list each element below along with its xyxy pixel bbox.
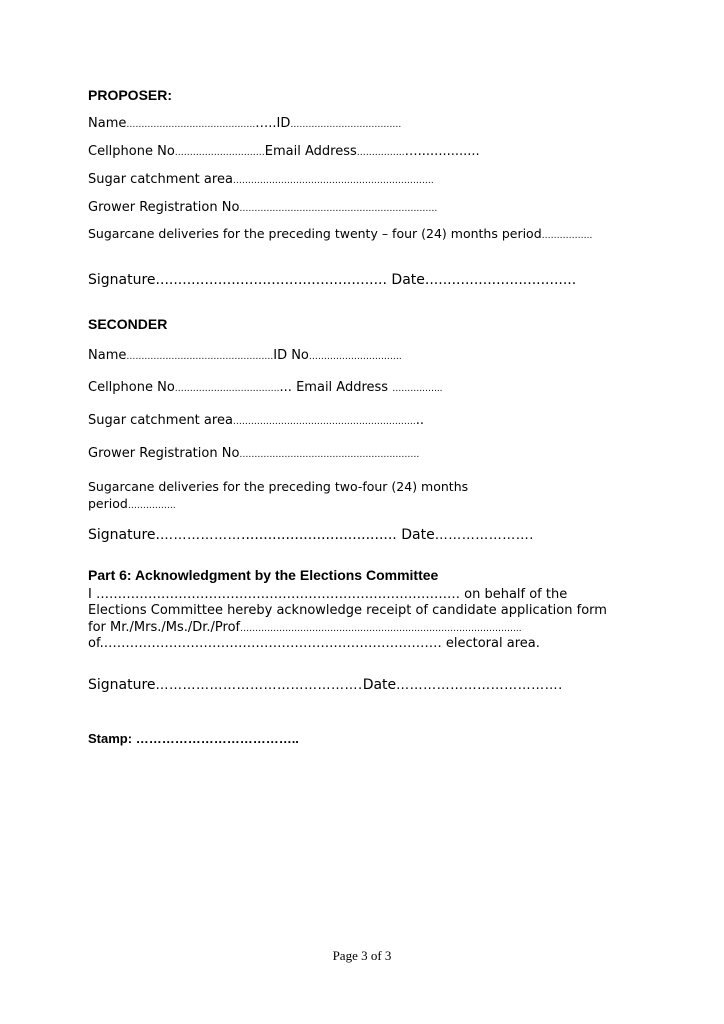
email-label: Email Address: [264, 144, 357, 159]
signature-dots-2: ...................................: [241, 527, 397, 543]
seconder-grower-line: [88, 446, 419, 461]
id-dots: ……………………………….: [290, 120, 402, 130]
email-label: Email Address: [296, 380, 389, 395]
part6-signature-line: [88, 677, 563, 693]
date-dots: ..................................: [424, 272, 577, 288]
signature-label: Signature: [88, 677, 156, 693]
email-dots: …………….: [356, 148, 405, 158]
date-label: Date: [401, 527, 435, 543]
line1-dots: …………………………………………………………………………: [95, 587, 460, 602]
date-dots: ………………….: [434, 528, 534, 543]
id-label: ID No: [273, 348, 309, 363]
grower-dots: …………………………………………………………: [239, 204, 438, 214]
name-dots: ………………………………………….: [126, 352, 274, 362]
signature-dots: ……………………………………….: [155, 678, 363, 693]
name-dots-extra: …..: [255, 116, 277, 131]
seconder-heading: SECONDER: [88, 316, 168, 332]
deliveries-label: Sugarcane deliveries for the preceding twenty – four (24) months period: [88, 226, 542, 241]
proposer-deliveries-line: [88, 226, 592, 241]
proposer-name-line: [88, 116, 401, 131]
date-label: Date: [362, 677, 397, 693]
part6-line3: [88, 620, 522, 635]
seconder-deliveries-line2: [88, 496, 176, 511]
id-label: ID: [276, 116, 291, 131]
seconder-name-line: [88, 348, 402, 363]
page-number: Page 3 of 3: [332, 948, 392, 963]
electoral-area-text: electoral area.: [445, 636, 540, 651]
cellphone-label: Cellphone No: [88, 144, 175, 159]
name-label: Name: [88, 116, 127, 131]
catchment-dots: …………………………………………………….: [232, 417, 416, 427]
proposer-cell-line: [88, 144, 480, 159]
grower-label: Grower Registration No: [88, 446, 240, 461]
proposer-heading: PROPOSER:: [88, 87, 173, 103]
name-label: Name: [88, 348, 127, 363]
signature-dots: ...................................................: [160, 272, 387, 288]
cellphone-dots: …………………………: [174, 148, 265, 158]
date-dots: ……………………………….: [396, 678, 563, 693]
grower-dots: ……………………………………………………: [239, 450, 420, 460]
cellphone-dots: ……………….: [174, 384, 232, 394]
line4-dots: .……………………………………………………………………: [99, 636, 442, 651]
period-dots: …………….: [127, 501, 176, 511]
email-dots-2: …...: [424, 384, 443, 394]
part6-heading: Part 6: Acknowledgment by the Elections Committee: [88, 567, 439, 583]
deliveries-dots: ……………..: [541, 231, 593, 241]
of-label: of: [88, 636, 100, 651]
date-label: Date: [391, 272, 425, 288]
catchment-label: Sugar catchment area: [88, 413, 233, 428]
line3-dots-2: ……………...: [467, 624, 522, 634]
cellphone-label: Cellphone No: [88, 380, 175, 395]
cellphone-dots-2: …………….: [231, 384, 280, 394]
email-dots: ………..: [392, 384, 425, 394]
seconder-deliveries-line1: Sugarcane deliveries for the preceding two-four (24) months: [88, 479, 469, 494]
name-dots: …………………………………….: [126, 120, 256, 130]
cellphone-dots-3: ...: [279, 380, 292, 395]
line3-dots: ………………………………………………………………….: [240, 624, 468, 634]
catchment-label: Sugar catchment area: [88, 172, 233, 187]
stamp-dots: ………………………………..: [135, 731, 299, 746]
signature-label: Signature.: [88, 527, 160, 543]
part6-line2: Elections Committee hereby acknowledge receipt of candidate application form: [88, 603, 607, 618]
stamp-line: [88, 731, 299, 746]
email-dots-extra: …...............: [404, 144, 480, 159]
proposer-signature-line: [88, 272, 576, 288]
catchment-dots-2: ..: [415, 413, 425, 428]
for-title-text: for Mr./Mrs./Ms./Dr./Prof: [88, 620, 241, 635]
signature-label: Signature.: [88, 272, 160, 288]
proposer-catchment-line: [88, 172, 434, 187]
grower-label: Grower Registration No: [88, 200, 240, 215]
signature-dots: ………………: [160, 528, 241, 543]
catchment-dots: ………………………………………………………….: [232, 176, 434, 186]
on-behalf-text: on behalf of the: [464, 587, 568, 602]
part6-line4: [88, 636, 540, 651]
seconder-cell-line: [88, 380, 443, 395]
id-dots: ………………………….: [308, 352, 402, 362]
seconder-catchment-line: [88, 413, 424, 428]
stamp-label: Stamp:: [88, 731, 133, 746]
proposer-grower-line: [88, 200, 437, 215]
period-label: period: [88, 496, 128, 511]
seconder-signature-line: [88, 527, 534, 543]
part6-line1: [88, 587, 567, 602]
i-label: I: [88, 587, 92, 602]
